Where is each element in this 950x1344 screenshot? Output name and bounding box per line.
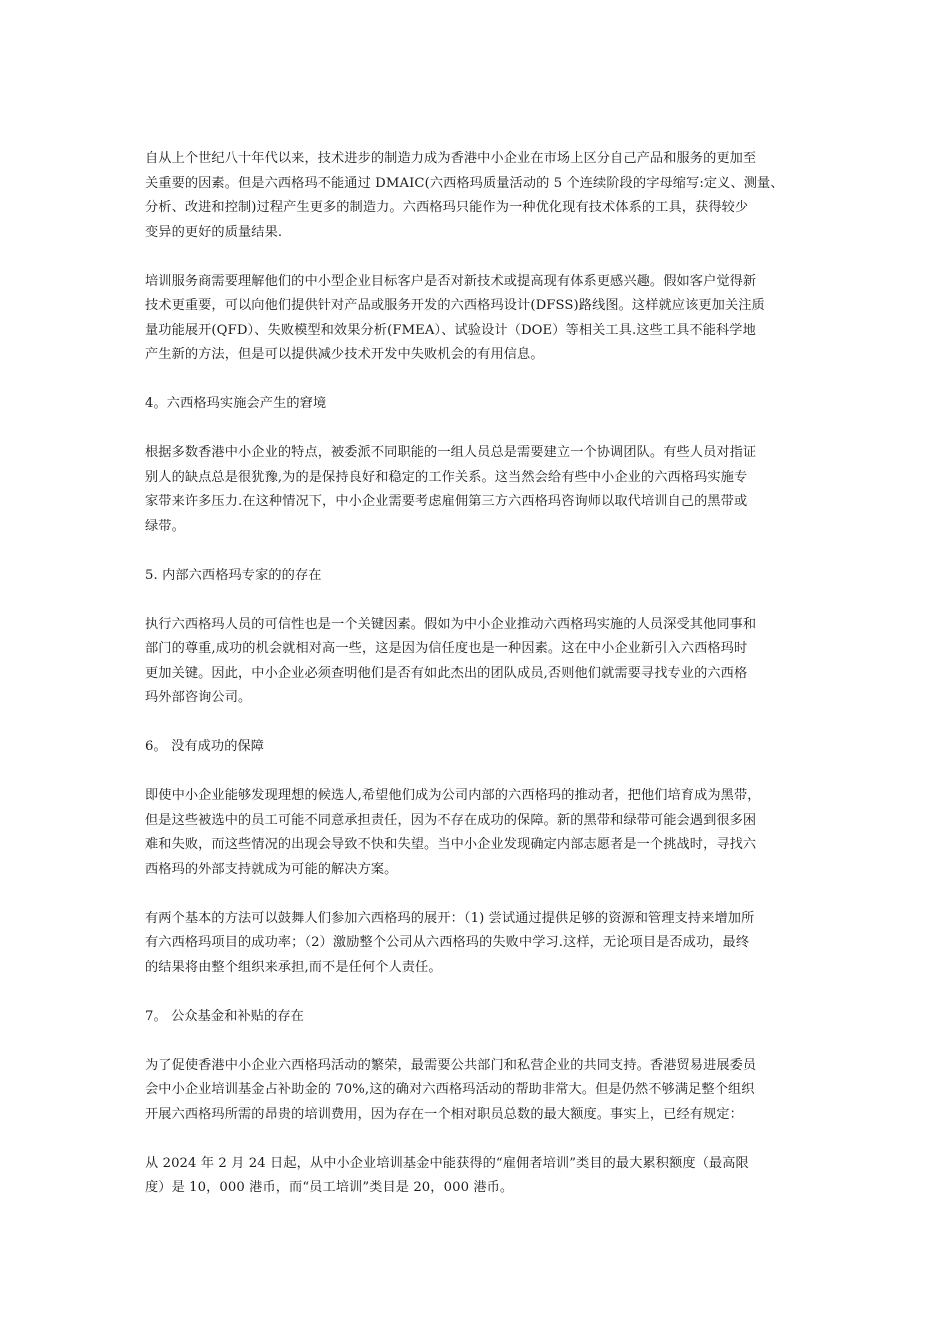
text-line: 开展六西格玛所需的昂贵的培训费用，因为存在一个相对职员总数的最大额度。事实上，已经有规定： — [145, 1106, 743, 1122]
text-line: 技术更重要，可以向他们提供针对产品或服务开发的六西格玛设计(DFSS)路线图。这样就应该更加关注质 — [145, 298, 765, 313]
text-line: 产生新的方法，但是可以提供减少技术开发中失败机会的有用信息。 — [145, 347, 544, 362]
text-line: 但是这些被选中的员工可能不同意承担责任，因为不存在成功的保障。新的黑带和绿带可能会遇到很多困 — [145, 812, 757, 828]
text-line: 难和失败，而这些情况的出现会导致不快和失望。当中小企业发现确定内部志愿者是一个挑战时，寻找六 — [145, 837, 757, 852]
text-line: 家带来许多压力.在这种情况下，中小企业需要考虑雇佣第三方六西格玛咨询师以取代培训自己的黑带或 — [145, 494, 748, 509]
text-line: 西格玛的外部支持就成为可能的解决方案。 — [145, 861, 398, 877]
text-line: 别人的缺点总是很犹豫,为的是保持良好和稳定的工作关系。这当然会给有些中小企业的六西格玛实施专 — [145, 469, 748, 485]
text-line: 有两个基本的方法可以鼓舞人们参加六西格玛的展开：（1) 尝试通过提供足够的资源和管理支持来增加所 — [145, 910, 755, 926]
text-line: 根据多数香港中小企业的特点，被委派不同职能的一组人员总是需要建立一个协调团队。有些人员对指证 — [145, 445, 757, 460]
text-line: 绿带。 — [145, 518, 185, 534]
text-line: 分析、改进和控制)过程产生更多的制造力。六西格玛只能作为一种优化现有技术体系的工具，获得较少 — [145, 200, 749, 215]
text-line: 7。 公众基金和补贴的存在 — [145, 1008, 304, 1024]
text-line: 即使中小企业能够发现理想的候选人,希望他们成为公司内部的六西格玛的推动者，把他们培育成为黑带， — [145, 788, 761, 803]
text-line: 会中小企业培训基金占补助金的 70%,这的确对六西格玛活动的帮助非常大。但是仍然不够满足整个组织 — [145, 1082, 755, 1097]
text-line: 从 2024 年 2 月 24 日起，从中小企业培训基金中能获得的“雇佣者培训”类目的最大累积额度（最高限 — [145, 1155, 749, 1171]
text-line: 部门的尊重,成功的机会就相对高一些，这是因为信任度也是一种因素。这在中小企业新引入六西格玛时 — [145, 641, 748, 656]
text-line: 4。六西格玛实施会产生的窘境 — [145, 396, 327, 411]
text-line: 度）是 10，000 港币，而“员工培训”类目是 20，000 港币。 — [145, 1180, 514, 1195]
text-line: 关重要的因素。但是六西格玛不能通过 DMAIC(六西格玛质量活动的 5 个连续阶段的字母缩写:定义、测量、 — [145, 175, 784, 191]
text-line: 培训服务商需要理解他们的中小型企业目标客户是否对新技术或提高现有体系更感兴趣。假如客户觉得新 — [145, 273, 757, 289]
text-line: 的结果将由整个组织来承担,而不是任何个人责任。 — [145, 959, 442, 975]
text-line: 玛外部咨询公司。 — [145, 690, 252, 705]
text-line: 执行六西格玛人员的可信性也是一个关键因素。假如为中小企业推动六西格玛实施的人员深受其他同事和 — [145, 616, 757, 632]
text-line: 自从上个世纪八十年代以来，技术进步的制造力成为香港中小企业在市场上区分自己产品和服务的更加至 — [145, 151, 757, 166]
text-line: 有六西格玛项目的成功率；（2）激励整个公司从六西格玛的失败中学习.这样，无论项目是否成功，最终 — [145, 935, 750, 950]
text-line: 6。 没有成功的保障 — [145, 739, 265, 754]
text-line: 变异的更好的质量结果. — [145, 224, 283, 240]
text-line: 量功能展开(QFD）、失败模型和效果分析(FMEA）、试验设计（DOE）等相关工具.这些工具不能科学地 — [145, 322, 756, 338]
text-line: 更加关键。因此，中小企业必须查明他们是否有如此杰出的团队成员,否则他们就需要寻找专业的六西格 — [145, 665, 748, 681]
text-line: 5. 内部六西格玛专家的的存在 — [145, 567, 322, 583]
text-line: 为了促使香港中小企业六西格玛活动的繁荣，最需要公共部门和私营企业的共同支持。香港贸易进展委员 — [145, 1057, 757, 1073]
